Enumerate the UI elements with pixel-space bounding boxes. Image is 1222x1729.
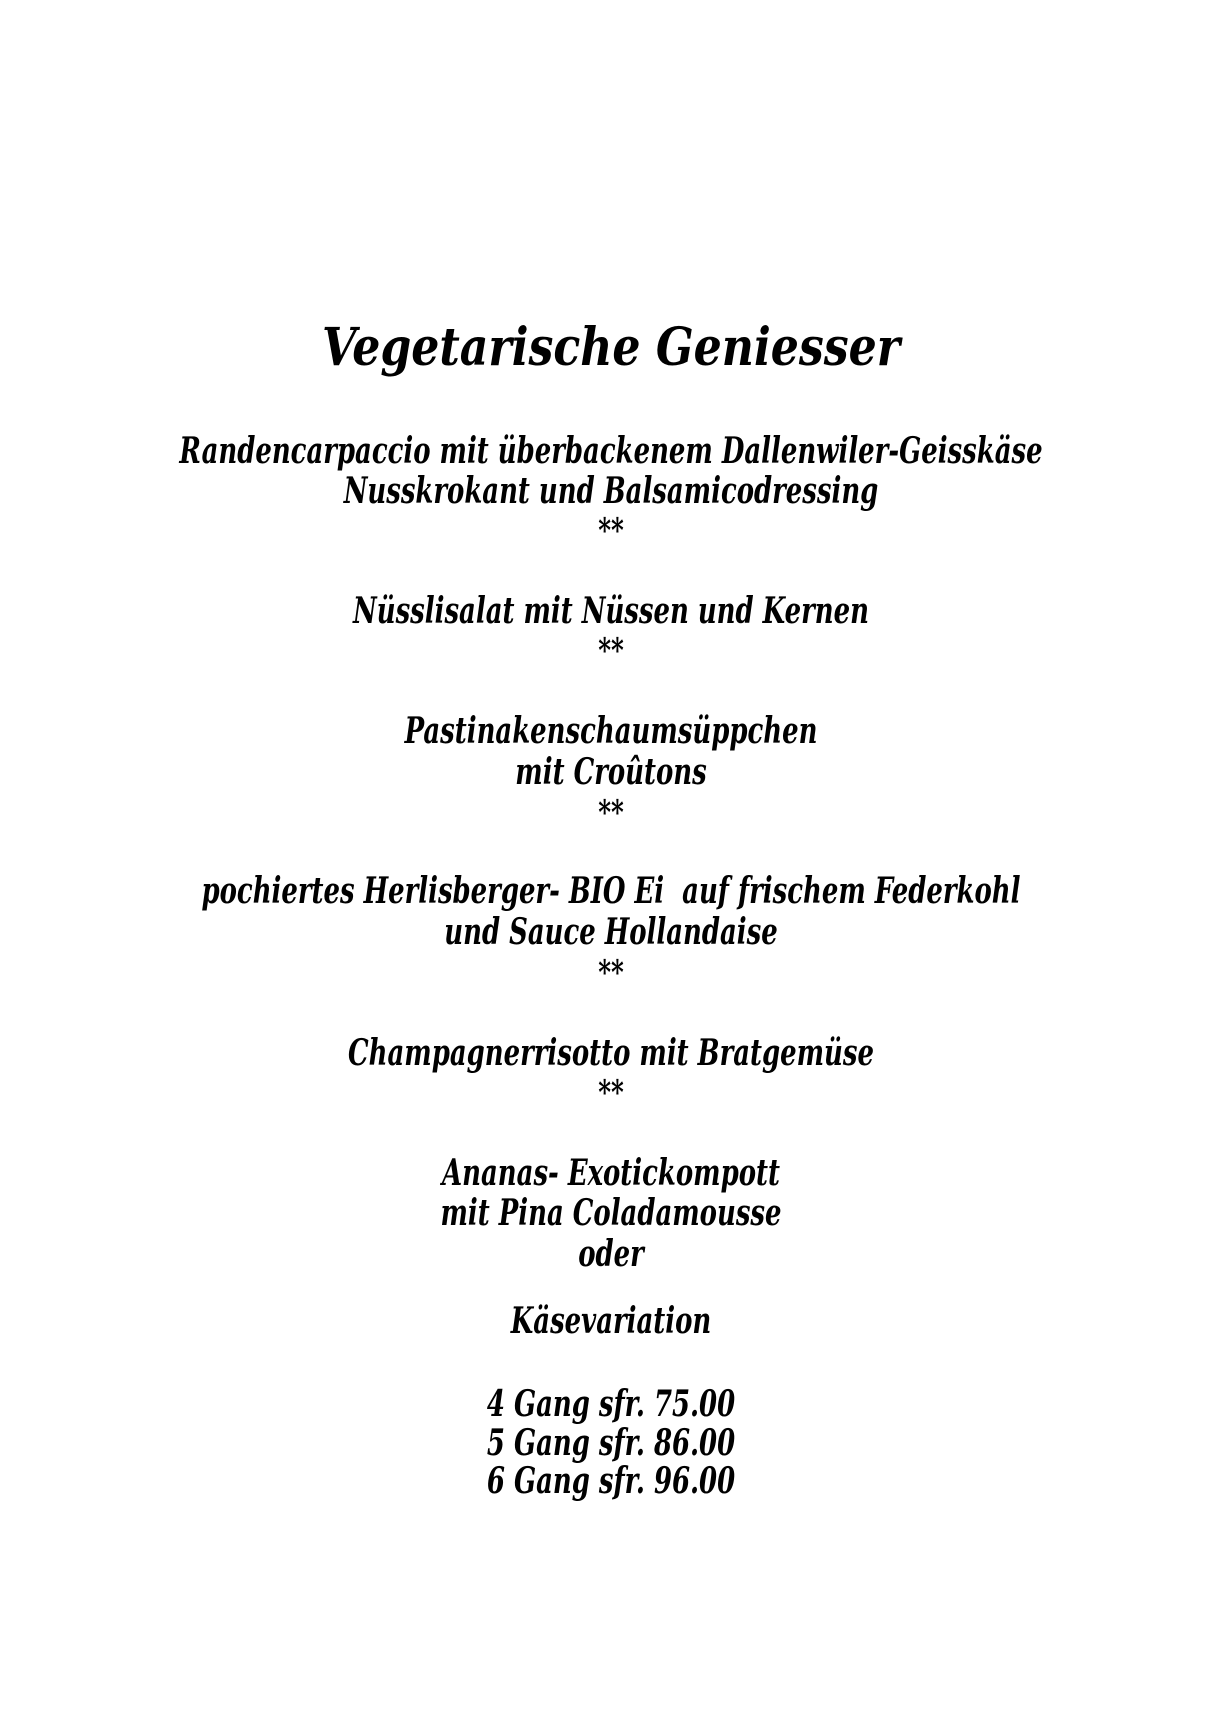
price-line-6-gang: 6 Gang sfr. 96.00: [486, 1460, 736, 1502]
course-2-line-1: Nüsslisalat mit Nüssen und Kernen: [353, 590, 869, 632]
course-1-line-1: Randencarpaccio mit überbackenem Dallenwiler-Geisskäse: [179, 430, 1043, 472]
course-separator: **: [598, 511, 624, 551]
course-separator: **: [598, 631, 624, 671]
price-line-5-gang: 5 Gang sfr. 86.00: [486, 1422, 736, 1464]
course-1-line-2: Nusskrokant und Balsamicodressing: [343, 470, 879, 512]
menu-title: Vegetarische Geniesser: [321, 317, 901, 378]
course-3-line-2: mit Croûtons: [515, 751, 707, 793]
dessert-option-cheese: Käsevariation: [510, 1300, 712, 1342]
course-4-line-1: pochiertes Herlisberger- BIO Ei auf frischem Federkohl: [201, 870, 1021, 912]
course-6-line-1: Ananas- Exotickompott: [442, 1152, 780, 1194]
course-separator: **: [598, 793, 624, 833]
course-5-line-1: Champagnerrisotto mit Bratgemüse: [348, 1032, 874, 1074]
course-6-line-2: mit Pina Coladamousse: [440, 1192, 782, 1234]
course-3-line-1: Pastinakenschaumsüppchen: [404, 710, 818, 752]
course-separator: **: [598, 953, 624, 993]
dessert-or-label: oder: [578, 1233, 644, 1275]
course-4-line-2: und Sauce Hollandaise: [444, 911, 778, 953]
price-line-4-gang: 4 Gang sfr. 75.00: [486, 1383, 736, 1425]
course-separator: **: [598, 1073, 624, 1113]
